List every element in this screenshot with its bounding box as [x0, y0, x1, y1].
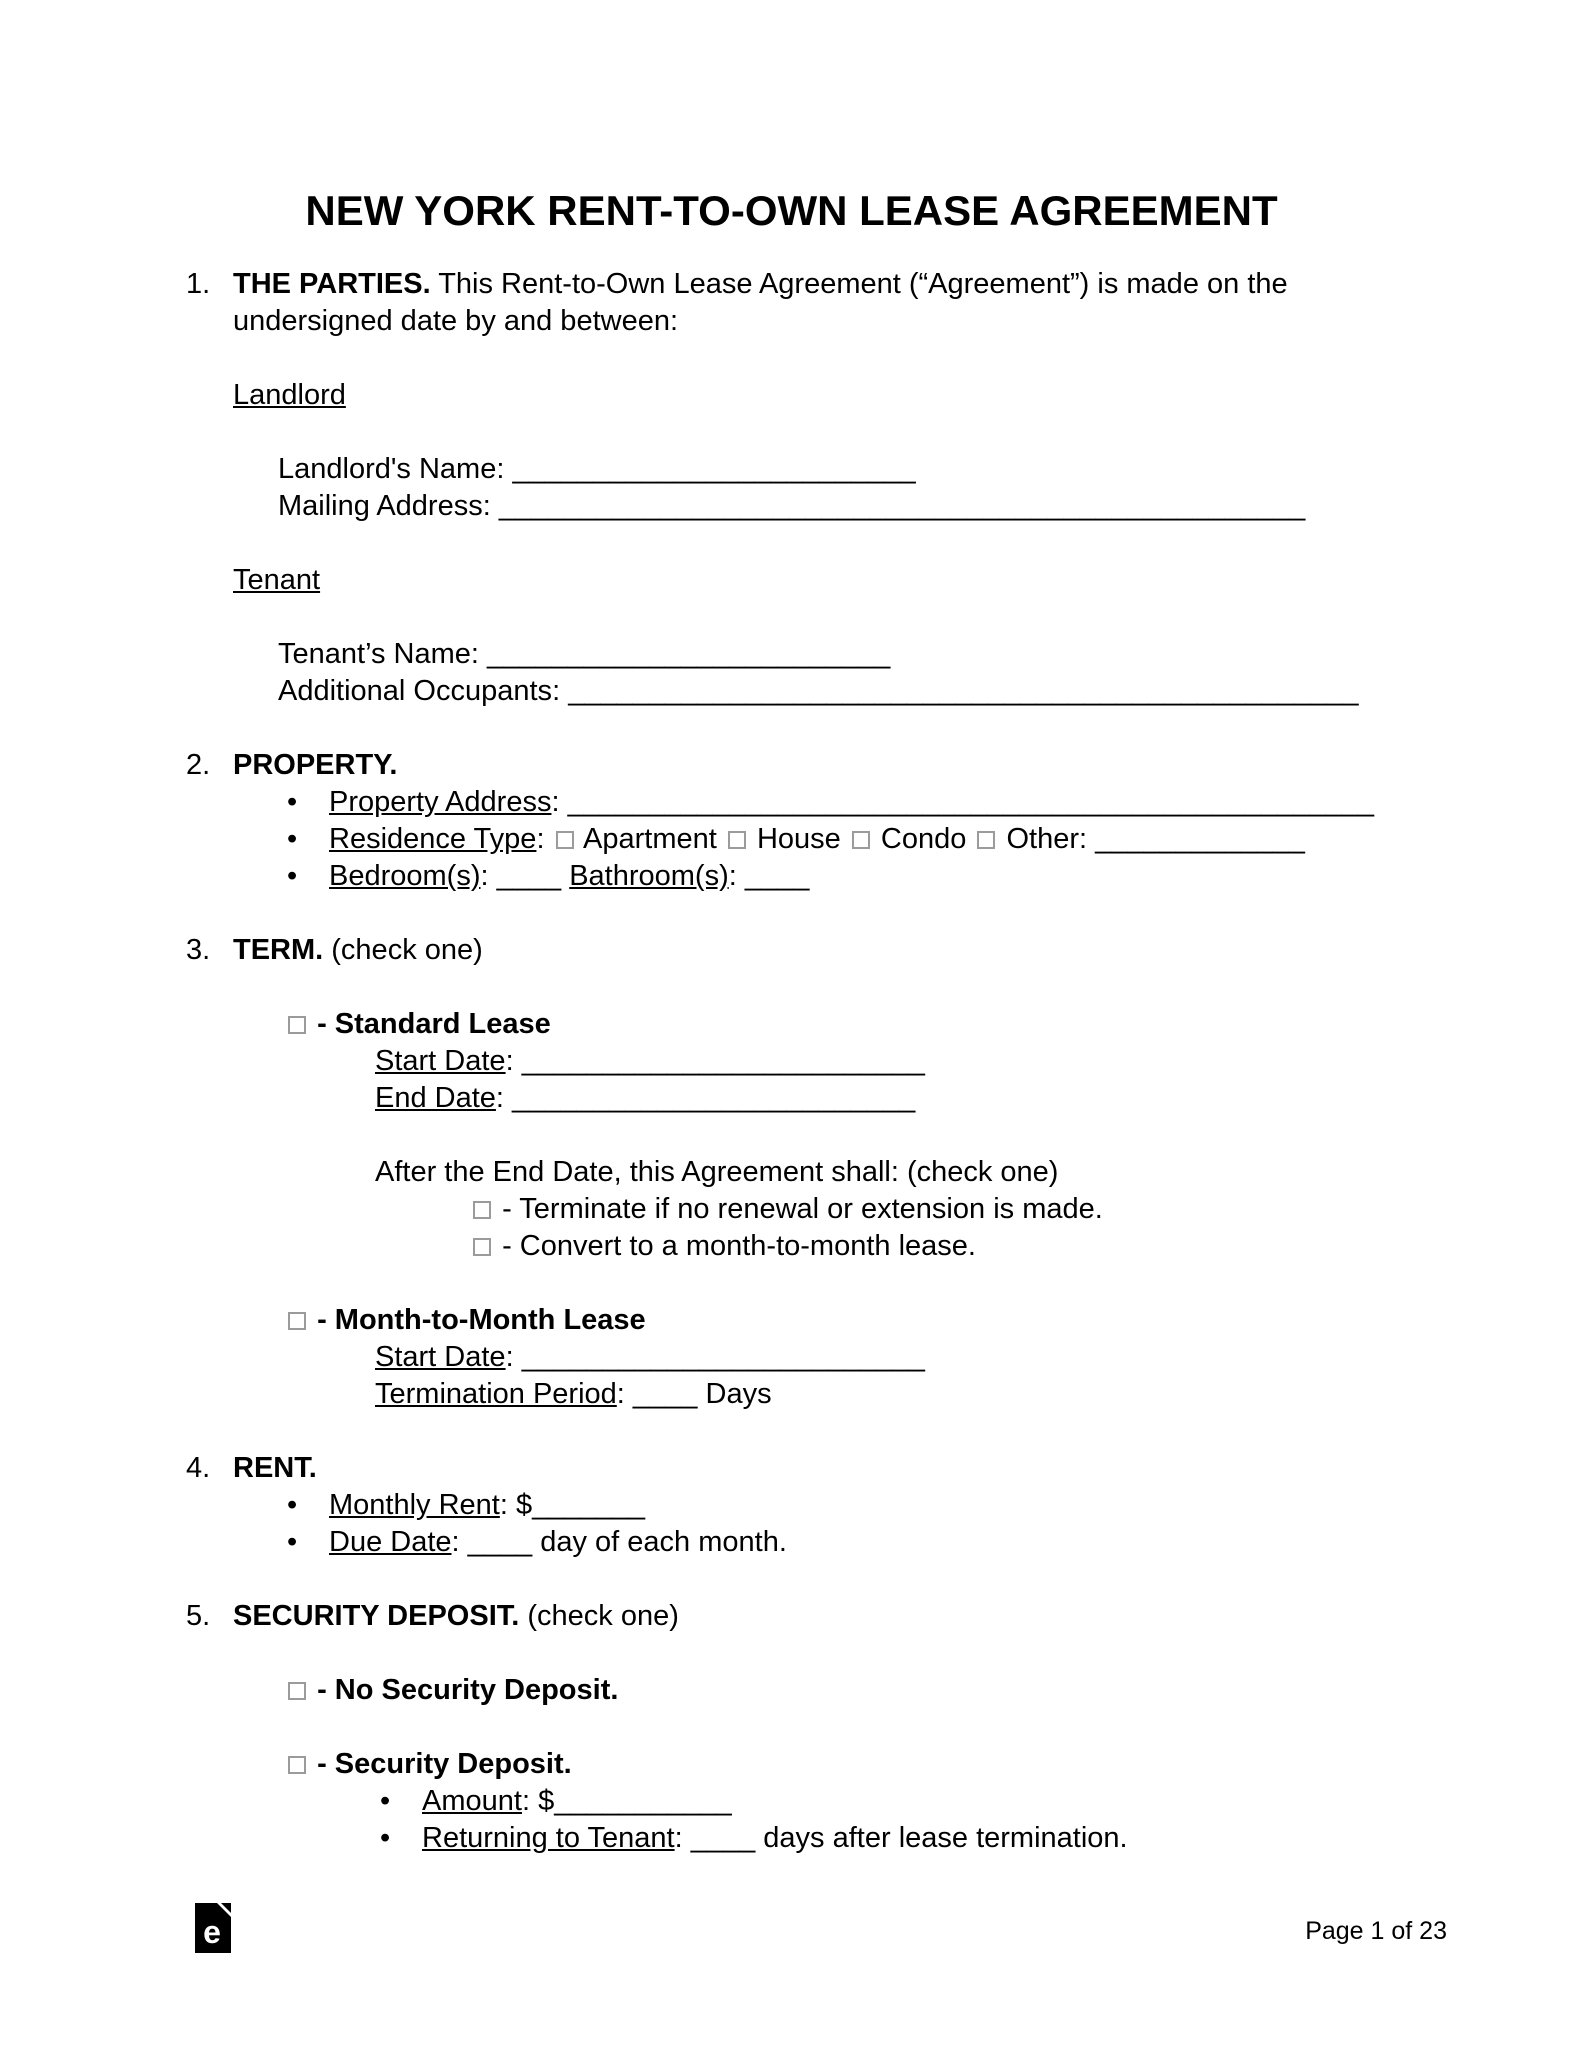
deposit-heading — [233, 1598, 1433, 1635]
checkbox-convert[interactable] — [473, 1238, 491, 1256]
standard-start-date-blank[interactable]: _________________________ — [521, 1045, 925, 1077]
residence-other-blank[interactable]: _____________ — [1095, 823, 1305, 855]
checkbox-other[interactable] — [977, 831, 995, 849]
section-number-3: 3. — [186, 934, 211, 966]
residence-type-row: • Residence Type: Apartment House Condo Other: _____________ — [285, 821, 1433, 858]
parties-intro-text: This Rent-to-Own Lease Agreement (“Agreement”) is made on the undersigned date by and between: — [233, 268, 1288, 337]
month-to-month-option — [285, 1302, 1433, 1339]
section-number-2: 2. — [186, 749, 211, 781]
dollar-sign: $ — [538, 1785, 555, 1817]
document-title: NEW YORK RENT-TO-OWN LEASE AGREEMENT — [305, 187, 1278, 234]
option-other-label: Other — [1006, 823, 1080, 855]
eforms-logo — [195, 1903, 231, 1953]
standard-end-date-blank[interactable]: _________________________ — [512, 1082, 916, 1114]
logo-letter: e — [203, 1914, 221, 1950]
mailing-address-row: Mailing Address: __________________________________________________ — [278, 490, 1306, 522]
m2m-start-date-label: Start Date — [375, 1341, 506, 1373]
convert-option-label: Convert to a month-to-month lease. — [519, 1230, 976, 1262]
parties-keyword: THE PARTIES. — [233, 268, 431, 300]
deposit-amount-blank[interactable]: ___________ — [554, 1785, 732, 1817]
bathrooms-blank[interactable]: ____ — [744, 860, 810, 892]
checkbox-house[interactable] — [728, 831, 746, 849]
due-date-row: • Due Date: ____ day of each month. — [285, 1524, 1433, 1561]
standard-end-date-row: End Date: _________________________ — [375, 1082, 916, 1114]
terminate-option: - Terminate if no renewal or extension is made. — [470, 1191, 1433, 1228]
additional-occupants-row: Additional Occupants: _________________________________________________ — [278, 675, 1359, 707]
checkbox-no-security-deposit[interactable] — [288, 1682, 306, 1700]
term-note: (check one) — [323, 934, 483, 966]
returning-to-tenant-row: • Returning to Tenant: ____ days after lease termination. — [378, 1820, 1433, 1857]
bullet-icon: • — [287, 860, 298, 892]
section-number-5: 5. — [186, 1600, 211, 1632]
checkbox-standard-lease[interactable] — [288, 1016, 306, 1034]
deposit-amount-label: Amount — [422, 1785, 522, 1817]
option-condo: Condo — [880, 823, 967, 855]
standard-start-date-label: Start Date — [375, 1045, 506, 1077]
due-date-label: Due Date — [329, 1526, 452, 1558]
checkbox-month-to-month[interactable] — [288, 1312, 306, 1330]
no-security-deposit-option — [285, 1672, 1433, 1709]
returning-to-tenant-suffix: days after lease termination. — [763, 1822, 1128, 1854]
checkbox-security-deposit[interactable] — [288, 1756, 306, 1774]
parties-intro — [233, 266, 1433, 340]
landlord-heading: Landlord — [233, 379, 346, 411]
m2m-start-date-row: Start Date: _________________________ — [375, 1341, 925, 1373]
returning-to-tenant-label: Returning to Tenant — [422, 1822, 675, 1854]
termination-period-label: Termination Period — [375, 1378, 617, 1410]
property-address-row: • Property Address: __________________________________________________ — [285, 784, 1433, 821]
termination-period-row: Termination Period: ____ Days — [375, 1378, 772, 1410]
property-address-label: Property Address — [329, 786, 552, 818]
month-to-month-label: - Month-to-Month Lease — [317, 1304, 646, 1336]
convert-option: - Convert to a month-to-month lease. — [470, 1228, 1433, 1265]
monthly-rent-blank[interactable]: _______ — [532, 1489, 646, 1521]
additional-occupants-label: Additional Occupants — [278, 675, 553, 707]
landlord-name-row: Landlord's Name: _________________________ — [278, 453, 916, 485]
residence-type-label: Residence Type — [329, 823, 537, 855]
option-house: House — [756, 823, 841, 855]
due-date-suffix: day of each month. — [540, 1526, 787, 1558]
standard-start-date-row: Start Date: _________________________ — [375, 1045, 925, 1077]
section-property — [186, 747, 1433, 932]
termination-period-blank[interactable]: ____ — [632, 1378, 698, 1410]
bullet-icon: • — [380, 1785, 391, 1817]
bullet-icon: • — [287, 1489, 298, 1521]
document-content — [0, 266, 1583, 1857]
checkbox-apartment[interactable] — [556, 831, 574, 849]
term-keyword: TERM. — [233, 934, 324, 966]
monthly-rent-label: Monthly Rent — [329, 1489, 500, 1521]
section-term — [186, 932, 1433, 1450]
terminate-option-label: Terminate if no renewal or extension is made. — [519, 1193, 1103, 1225]
deposit-keyword: SECURITY DEPOSIT. — [233, 1600, 520, 1632]
checkbox-terminate[interactable] — [473, 1201, 491, 1219]
tenant-name-blank[interactable]: _________________________ — [487, 638, 891, 670]
bullet-icon: • — [287, 1526, 298, 1558]
standard-end-date-label: End Date — [375, 1082, 496, 1114]
due-date-blank[interactable]: ____ — [467, 1526, 533, 1558]
section-security-deposit — [186, 1598, 1433, 1857]
returning-to-tenant-blank[interactable]: ____ — [690, 1822, 756, 1854]
dollar-sign: $ — [515, 1489, 533, 1521]
page-number: Page 1 of 23 — [1305, 1917, 1447, 1945]
standard-lease-option — [285, 1006, 1433, 1043]
deposit-note: (check one) — [519, 1600, 679, 1632]
term-heading — [233, 932, 1433, 969]
rent-keyword: RENT. — [233, 1452, 317, 1484]
monthly-rent-row: • Monthly Rent: $_______ — [285, 1487, 1433, 1524]
option-apartment: Apartment — [583, 823, 717, 855]
bedrooms-label: Bedroom(s) — [329, 860, 481, 892]
no-security-deposit-label: - No Security Deposit. — [317, 1674, 619, 1706]
mailing-address-blank[interactable]: __________________________________________________ — [498, 490, 1306, 522]
landlord-name-label: Landlord's Name — [278, 453, 497, 485]
section-parties — [186, 266, 1433, 747]
bullet-icon: • — [287, 786, 298, 818]
property-keyword: PROPERTY. — [233, 749, 398, 781]
tenant-name-label: Tenant’s Name — [278, 638, 471, 670]
deposit-amount-row: • Amount: $___________ — [378, 1783, 1433, 1820]
bullet-icon: • — [380, 1822, 391, 1854]
termination-period-suffix: Days — [705, 1378, 772, 1410]
tenant-name-row: Tenant’s Name: _________________________ — [278, 638, 891, 670]
mailing-address-label: Mailing Address — [278, 490, 483, 522]
landlord-name-blank[interactable]: _________________________ — [512, 453, 916, 485]
security-deposit-option — [285, 1746, 1433, 1783]
additional-occupants-blank[interactable]: _________________________________________________ — [568, 675, 1359, 707]
bullet-icon: • — [287, 823, 298, 855]
m2m-start-date-blank[interactable]: _________________________ — [521, 1341, 925, 1373]
bathrooms-label: Bathroom(s) — [569, 860, 729, 892]
section-number-4: 4. — [186, 1452, 211, 1484]
bedrooms-blank[interactable]: ____ — [496, 860, 562, 892]
section-number-1: 1. — [186, 268, 211, 300]
after-end-date-note: After the End Date, this Agreement shall: (check one) — [375, 1156, 1059, 1188]
standard-lease-label: - Standard Lease — [317, 1008, 551, 1040]
tenant-heading: Tenant — [233, 564, 321, 596]
checkbox-condo[interactable] — [852, 831, 870, 849]
security-deposit-label: - Security Deposit. — [317, 1748, 572, 1780]
section-rent — [186, 1450, 1433, 1598]
rooms-row: • Bedroom(s): ____ Bathroom(s): ____ — [285, 858, 1433, 895]
property-address-blank[interactable]: __________________________________________________ — [567, 786, 1374, 818]
